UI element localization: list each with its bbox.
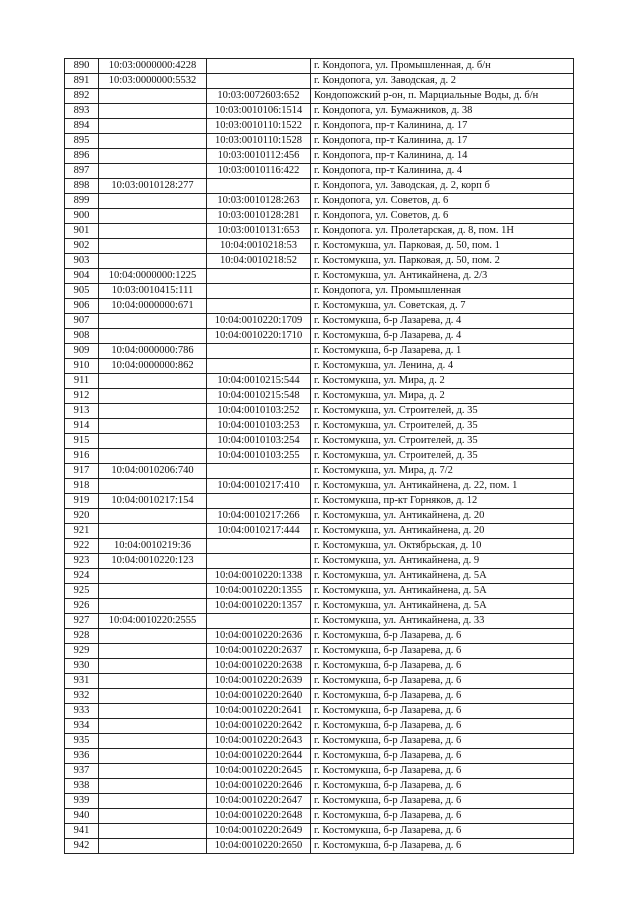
cadastral-number-land [99, 824, 207, 839]
address-cell: г. Костомукша, б-р Лазарева, д. 6 [311, 689, 574, 704]
row-number: 906 [65, 299, 99, 314]
cadastral-number-building: 10:03:0010128:281 [207, 209, 311, 224]
cadastral-number-land [99, 839, 207, 854]
cadastral-number-building [207, 299, 311, 314]
cadastral-number-land [99, 749, 207, 764]
cadastral-number-building [207, 614, 311, 629]
row-number: 928 [65, 629, 99, 644]
table-row [65, 764, 574, 779]
row-number: 924 [65, 569, 99, 584]
cadastral-number-building: 10:04:0010220:2642 [207, 719, 311, 734]
cadastral-number-land [99, 809, 207, 824]
cadastral-number-building [207, 284, 311, 299]
table-row [65, 509, 574, 524]
cadastral-number-building: 10:04:0010103:254 [207, 434, 311, 449]
row-number: 930 [65, 659, 99, 674]
table-row [65, 359, 574, 374]
cadastral-number-land [99, 134, 207, 149]
cadastral-number-land [99, 314, 207, 329]
cadastral-number-land: 10:04:0010220:2555 [99, 614, 207, 629]
row-number: 937 [65, 764, 99, 779]
cadastral-number-land [99, 479, 207, 494]
cadastral-number-building: 10:04:0010220:2643 [207, 734, 311, 749]
row-number: 936 [65, 749, 99, 764]
cadastral-number-land [99, 374, 207, 389]
cadastral-number-building: 10:03:0010110:1528 [207, 134, 311, 149]
row-number: 912 [65, 389, 99, 404]
row-number: 897 [65, 164, 99, 179]
address-cell: г. Костомукша, ул. Антикайнена, д. 33 [311, 614, 574, 629]
address-cell: г. Кондопога, ул. Промышленная [311, 284, 574, 299]
cadastral-number-land [99, 164, 207, 179]
address-cell: Кондопожский р-он, п. Марциальные Воды, д. б/н [311, 89, 574, 104]
cadastral-number-land: 10:03:0010415:111 [99, 284, 207, 299]
cadastral-number-building: 10:03:0010116:422 [207, 164, 311, 179]
table-row [65, 209, 574, 224]
address-cell: г. Костомукша, б-р Лазарева, д. 6 [311, 764, 574, 779]
address-cell: г. Кондопога, ул. Заводская, д. 2, корп б [311, 179, 574, 194]
property-table-body [65, 59, 574, 854]
cadastral-number-land [99, 764, 207, 779]
property-table [64, 58, 574, 854]
row-number: 892 [65, 89, 99, 104]
cadastral-number-building: 10:04:0010217:444 [207, 524, 311, 539]
address-cell: г. Костомукша, б-р Лазарева, д. 6 [311, 824, 574, 839]
address-cell: г. Костомукша, ул. Октябрьская, д. 10 [311, 539, 574, 554]
cadastral-number-building: 10:03:0010110:1522 [207, 119, 311, 134]
cadastral-number-building: 10:04:0010215:548 [207, 389, 311, 404]
address-cell: г. Костомукша, пр-кт Горняков, д. 12 [311, 494, 574, 509]
address-cell: г. Кондопога, пр-т Калинина, д. 17 [311, 134, 574, 149]
cadastral-number-land: 10:04:0000000:862 [99, 359, 207, 374]
row-number: 941 [65, 824, 99, 839]
table-row [65, 164, 574, 179]
cadastral-number-land: 10:04:0010217:154 [99, 494, 207, 509]
cadastral-number-building [207, 464, 311, 479]
cadastral-number-land [99, 659, 207, 674]
row-number: 922 [65, 539, 99, 554]
cadastral-number-building: 10:04:0010220:2640 [207, 689, 311, 704]
table-row [65, 329, 574, 344]
table-row [65, 59, 574, 74]
address-cell: г. Костомукша, б-р Лазарева, д. 6 [311, 704, 574, 719]
table-row [65, 614, 574, 629]
cadastral-number-land [99, 719, 207, 734]
cadastral-number-land [99, 689, 207, 704]
address-cell: г. Кондопога, пр-т Калинина, д. 4 [311, 164, 574, 179]
row-number: 903 [65, 254, 99, 269]
row-number: 894 [65, 119, 99, 134]
cadastral-number-building [207, 59, 311, 74]
row-number: 927 [65, 614, 99, 629]
row-number: 895 [65, 134, 99, 149]
cadastral-number-land [99, 794, 207, 809]
address-cell: г. Костомукша, б-р Лазарева, д. 1 [311, 344, 574, 359]
address-cell: г. Костомукша, б-р Лазарева, д. 6 [311, 794, 574, 809]
cadastral-number-building: 10:04:0010220:2645 [207, 764, 311, 779]
address-cell: г. Костомукша, б-р Лазарева, д. 6 [311, 779, 574, 794]
address-cell: г. Костомукша, б-р Лазарева, д. 6 [311, 659, 574, 674]
cadastral-number-building: 10:04:0010220:2648 [207, 809, 311, 824]
table-row [65, 419, 574, 434]
address-cell: г. Костомукша, ул. Строителей, д. 35 [311, 434, 574, 449]
cadastral-number-land [99, 149, 207, 164]
cadastral-number-building: 10:04:0010220:2638 [207, 659, 311, 674]
cadastral-number-building: 10:04:0010220:2646 [207, 779, 311, 794]
cadastral-number-land [99, 119, 207, 134]
table-row [65, 224, 574, 239]
cadastral-number-building: 10:04:0010220:1338 [207, 569, 311, 584]
table-row [65, 674, 574, 689]
cadastral-number-land [99, 194, 207, 209]
cadastral-number-building: 10:03:0072603:652 [207, 89, 311, 104]
cadastral-number-land: 10:03:0010128:277 [99, 179, 207, 194]
address-cell: г. Костомукша, ул. Строителей, д. 35 [311, 449, 574, 464]
cadastral-number-building: 10:04:0010220:2644 [207, 749, 311, 764]
table-row [65, 584, 574, 599]
row-number: 932 [65, 689, 99, 704]
cadastral-number-building [207, 179, 311, 194]
row-number: 929 [65, 644, 99, 659]
address-cell: г. Костомукша, ул. Антикайнена, д. 2/3 [311, 269, 574, 284]
cadastral-number-land [99, 89, 207, 104]
cadastral-number-building: 10:04:0010103:252 [207, 404, 311, 419]
row-number: 914 [65, 419, 99, 434]
table-row [65, 794, 574, 809]
row-number: 902 [65, 239, 99, 254]
cadastral-number-building: 10:04:0010217:410 [207, 479, 311, 494]
row-number: 899 [65, 194, 99, 209]
cadastral-number-building: 10:03:0010131:653 [207, 224, 311, 239]
table-row [65, 314, 574, 329]
address-cell: г. Кондопога. ул. Пролетарская, д. 8, пом. 1Н [311, 224, 574, 239]
cadastral-number-land [99, 734, 207, 749]
cadastral-number-building: 10:03:0010128:263 [207, 194, 311, 209]
cadastral-number-building: 10:04:0010220:1709 [207, 314, 311, 329]
cadastral-number-land: 10:04:0000000:1225 [99, 269, 207, 284]
cadastral-number-land [99, 629, 207, 644]
cadastral-number-building: 10:04:0010220:2641 [207, 704, 311, 719]
cadastral-number-land [99, 104, 207, 119]
cadastral-number-land [99, 389, 207, 404]
row-number: 923 [65, 554, 99, 569]
cadastral-number-land [99, 434, 207, 449]
table-row [65, 239, 574, 254]
cadastral-number-building: 10:04:0010220:1710 [207, 329, 311, 344]
row-number: 938 [65, 779, 99, 794]
address-cell: г. Костомукша, ул. Парковая, д. 50, пом. 1 [311, 239, 574, 254]
cadastral-number-building: 10:04:0010220:2649 [207, 824, 311, 839]
cadastral-number-land: 10:04:0000000:786 [99, 344, 207, 359]
cadastral-number-land [99, 209, 207, 224]
cadastral-number-land [99, 254, 207, 269]
table-row [65, 389, 574, 404]
table-row [65, 149, 574, 164]
cadastral-number-building: 10:03:0010112:456 [207, 149, 311, 164]
address-cell: г. Кондопога, пр-т Калинина, д. 14 [311, 149, 574, 164]
cadastral-number-land: 10:03:0000000:5532 [99, 74, 207, 89]
address-cell: г. Костомукша, ул. Мира, д. 7/2 [311, 464, 574, 479]
cadastral-number-building: 10:04:0010220:2639 [207, 674, 311, 689]
cadastral-number-land [99, 674, 207, 689]
table-row [65, 704, 574, 719]
table-row [65, 569, 574, 584]
cadastral-number-building: 10:04:0010103:253 [207, 419, 311, 434]
row-number: 890 [65, 59, 99, 74]
address-cell: г. Костомукша, ул. Антикайнена, д. 5А [311, 599, 574, 614]
address-cell: г. Кондопога, ул. Заводская, д. 2 [311, 74, 574, 89]
table-row [65, 284, 574, 299]
address-cell: г. Костомукша, ул. Парковая, д. 50, пом. 2 [311, 254, 574, 269]
cadastral-number-building: 10:04:0010218:52 [207, 254, 311, 269]
cadastral-number-building [207, 74, 311, 89]
cadastral-number-building: 10:04:0010215:544 [207, 374, 311, 389]
cadastral-number-land [99, 569, 207, 584]
table-row [65, 554, 574, 569]
document-page [64, 58, 573, 854]
row-number: 917 [65, 464, 99, 479]
cadastral-number-land [99, 524, 207, 539]
table-row [65, 179, 574, 194]
row-number: 909 [65, 344, 99, 359]
row-number: 913 [65, 404, 99, 419]
table-row [65, 434, 574, 449]
row-number: 939 [65, 794, 99, 809]
address-cell: г. Костомукша, ул. Советская, д. 7 [311, 299, 574, 314]
address-cell: г. Костомукша, б-р Лазарева, д. 6 [311, 809, 574, 824]
cadastral-number-building [207, 269, 311, 284]
row-number: 896 [65, 149, 99, 164]
cadastral-number-land: 10:03:0000000:4228 [99, 59, 207, 74]
cadastral-number-land [99, 404, 207, 419]
cadastral-number-land: 10:04:0000000:671 [99, 299, 207, 314]
cadastral-number-building [207, 359, 311, 374]
row-number: 933 [65, 704, 99, 719]
address-cell: г. Костомукша, ул. Мира, д. 2 [311, 389, 574, 404]
cadastral-number-land: 10:04:0010220:123 [99, 554, 207, 569]
cadastral-number-building: 10:04:0010217:266 [207, 509, 311, 524]
cadastral-number-building: 10:04:0010220:2647 [207, 794, 311, 809]
row-number: 931 [65, 674, 99, 689]
table-row [65, 824, 574, 839]
table-row [65, 494, 574, 509]
row-number: 934 [65, 719, 99, 734]
row-number: 901 [65, 224, 99, 239]
cadastral-number-building [207, 554, 311, 569]
cadastral-number-building: 10:04:0010220:2650 [207, 839, 311, 854]
row-number: 926 [65, 599, 99, 614]
cadastral-number-building [207, 344, 311, 359]
table-row [65, 644, 574, 659]
address-cell: г. Костомукша, б-р Лазарева, д. 4 [311, 329, 574, 344]
address-cell: г. Костомукша, б-р Лазарева, д. 6 [311, 674, 574, 689]
cadastral-number-building: 10:04:0010218:53 [207, 239, 311, 254]
table-row [65, 89, 574, 104]
table-row [65, 74, 574, 89]
cadastral-number-building: 10:04:0010220:2636 [207, 629, 311, 644]
row-number: 921 [65, 524, 99, 539]
address-cell: г. Кондопога, ул. Советов, д. 6 [311, 209, 574, 224]
address-cell: г. Кондопога, пр-т Калинина, д. 17 [311, 119, 574, 134]
cadastral-number-land [99, 419, 207, 434]
row-number: 910 [65, 359, 99, 374]
row-number: 925 [65, 584, 99, 599]
cadastral-number-land: 10:04:0010219:36 [99, 539, 207, 554]
cadastral-number-building: 10:04:0010220:2637 [207, 644, 311, 659]
row-number: 911 [65, 374, 99, 389]
row-number: 891 [65, 74, 99, 89]
cadastral-number-land [99, 329, 207, 344]
table-row [65, 374, 574, 389]
table-row [65, 524, 574, 539]
address-cell: г. Костомукша, б-р Лазарева, д. 6 [311, 839, 574, 854]
cadastral-number-building [207, 494, 311, 509]
address-cell: г. Костомукша, ул. Антикайнена, д. 20 [311, 509, 574, 524]
address-cell: г. Костомукша, б-р Лазарева, д. 6 [311, 719, 574, 734]
cadastral-number-land [99, 644, 207, 659]
row-number: 918 [65, 479, 99, 494]
row-number: 942 [65, 839, 99, 854]
table-row [65, 779, 574, 794]
row-number: 898 [65, 179, 99, 194]
address-cell: г. Костомукша, ул. Антикайнена, д. 20 [311, 524, 574, 539]
address-cell: г. Костомукша, ул. Строителей, д. 35 [311, 404, 574, 419]
table-row [65, 194, 574, 209]
row-number: 915 [65, 434, 99, 449]
row-number: 935 [65, 734, 99, 749]
cadastral-number-land [99, 704, 207, 719]
cadastral-number-land [99, 779, 207, 794]
table-row [65, 599, 574, 614]
row-number: 905 [65, 284, 99, 299]
address-cell: г. Кондопога, ул. Советов, д. 6 [311, 194, 574, 209]
address-cell: г. Костомукша, ул. Строителей, д. 35 [311, 419, 574, 434]
table-row [65, 689, 574, 704]
address-cell: г. Кондопога, ул. Промышленная, д. б/н [311, 59, 574, 74]
table-row [65, 659, 574, 674]
table-row [65, 734, 574, 749]
table-row [65, 449, 574, 464]
address-cell: г. Костомукша, б-р Лазарева, д. 6 [311, 629, 574, 644]
cadastral-number-land [99, 224, 207, 239]
row-number: 907 [65, 314, 99, 329]
address-cell: г. Костомукша, б-р Лазарева, д. 4 [311, 314, 574, 329]
address-cell: г. Костомукша, ул. Ленина, д. 4 [311, 359, 574, 374]
table-row [65, 629, 574, 644]
row-number: 940 [65, 809, 99, 824]
address-cell: г. Костомукша, ул. Антикайнена, д. 22, пом. 1 [311, 479, 574, 494]
cadastral-number-land [99, 599, 207, 614]
table-row [65, 839, 574, 854]
cadastral-number-land: 10:04:0010206:740 [99, 464, 207, 479]
row-number: 900 [65, 209, 99, 224]
table-row [65, 749, 574, 764]
table-row [65, 539, 574, 554]
cadastral-number-building: 10:04:0010103:255 [207, 449, 311, 464]
table-row [65, 104, 574, 119]
address-cell: г. Костомукша, б-р Лазарева, д. 6 [311, 749, 574, 764]
table-row [65, 479, 574, 494]
address-cell: г. Кондопога, ул. Бумажников, д. 38 [311, 104, 574, 119]
table-row [65, 719, 574, 734]
address-cell: г. Костомукша, б-р Лазарева, д. 6 [311, 644, 574, 659]
cadastral-number-building [207, 539, 311, 554]
address-cell: г. Костомукша, ул. Антикайнена, д. 5А [311, 584, 574, 599]
cadastral-number-land [99, 449, 207, 464]
row-number: 916 [65, 449, 99, 464]
row-number: 908 [65, 329, 99, 344]
address-cell: г. Костомукша, ул. Мира, д. 2 [311, 374, 574, 389]
cadastral-number-land [99, 584, 207, 599]
address-cell: г. Костомукша, ул. Антикайнена, д. 5А [311, 569, 574, 584]
row-number: 893 [65, 104, 99, 119]
table-row [65, 119, 574, 134]
table-row [65, 254, 574, 269]
cadastral-number-building: 10:04:0010220:1357 [207, 599, 311, 614]
cadastral-number-building: 10:03:0010106:1514 [207, 104, 311, 119]
cadastral-number-land [99, 239, 207, 254]
table-row [65, 464, 574, 479]
row-number: 919 [65, 494, 99, 509]
address-cell: г. Костомукша, б-р Лазарева, д. 6 [311, 734, 574, 749]
table-row [65, 299, 574, 314]
table-row [65, 404, 574, 419]
table-row [65, 269, 574, 284]
row-number: 904 [65, 269, 99, 284]
table-row [65, 134, 574, 149]
table-row [65, 344, 574, 359]
table-row [65, 809, 574, 824]
cadastral-number-land [99, 509, 207, 524]
address-cell: г. Костомукша, ул. Антикайнена, д. 9 [311, 554, 574, 569]
row-number: 920 [65, 509, 99, 524]
cadastral-number-building: 10:04:0010220:1355 [207, 584, 311, 599]
